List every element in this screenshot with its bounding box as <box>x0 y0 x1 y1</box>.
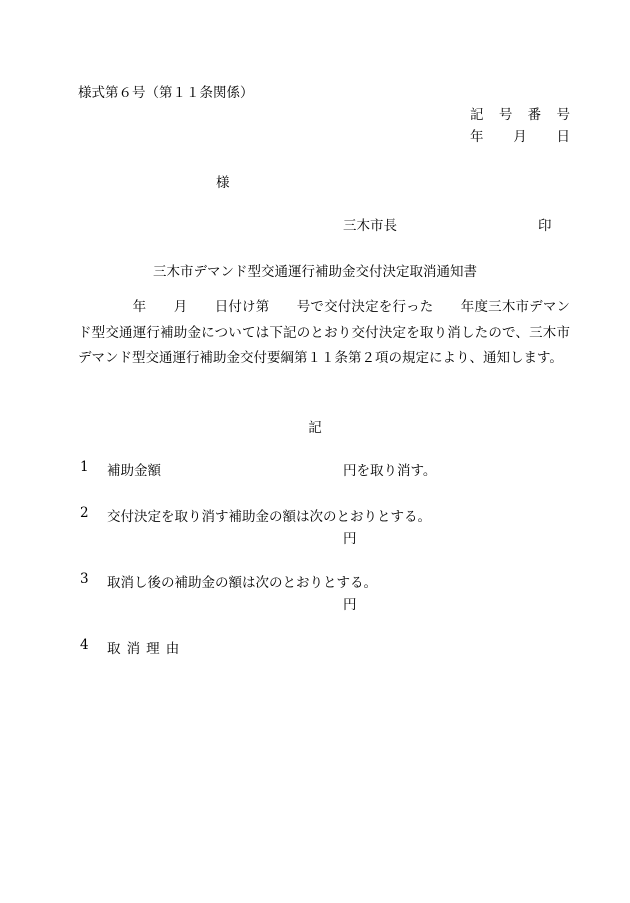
item-amount-text: 円 <box>343 531 357 547</box>
document-title: 三木市デマンド型交通運行補助金交付決定取消通知書 <box>153 264 477 280</box>
form-number: 様式第６号（第１１条関係） <box>78 85 254 101</box>
date-year: 年 <box>470 129 484 145</box>
issuer: 三木市長 <box>343 218 397 234</box>
item-label: 取消し後の補助金の額は次のとおりとする。 <box>107 575 377 591</box>
item-label: 補助金額 <box>107 463 161 479</box>
date-month: 月 <box>513 129 527 145</box>
item-number: 3 <box>80 571 89 587</box>
item-number: 1 <box>80 459 89 475</box>
reference-char-3: 番 <box>527 107 542 123</box>
body-paragraph: 年 月 日付け第 号で交付決定を行った 年度三木市デマンド型交通運行補助金については下記のとおり交付決定を取り消したので、三木市デマンド型交通運行補助金交付要綱第１１条第２項の規定により、通知します。 <box>78 299 570 366</box>
reference-char-4: 号 <box>556 107 570 123</box>
reference-char-2: 号 <box>498 107 513 123</box>
seal-mark: 印 <box>538 218 552 234</box>
item-label: 取消理由 <box>107 641 186 657</box>
item-label: 交付決定を取り消す補助金の額は次のとおりとする。 <box>107 509 431 525</box>
reference-char-1: 記 <box>470 107 484 123</box>
date-label <box>470 125 570 145</box>
reference-number-label <box>470 103 570 123</box>
item-amount-text: 円を取り消す。 <box>343 463 437 479</box>
addressee-suffix: 様 <box>216 175 230 191</box>
ki-heading: 記 <box>308 420 322 436</box>
item-number: 2 <box>80 505 89 521</box>
item-amount-text: 円 <box>343 597 357 613</box>
date-day: 日 <box>556 129 570 145</box>
item-number: 4 <box>80 637 89 653</box>
